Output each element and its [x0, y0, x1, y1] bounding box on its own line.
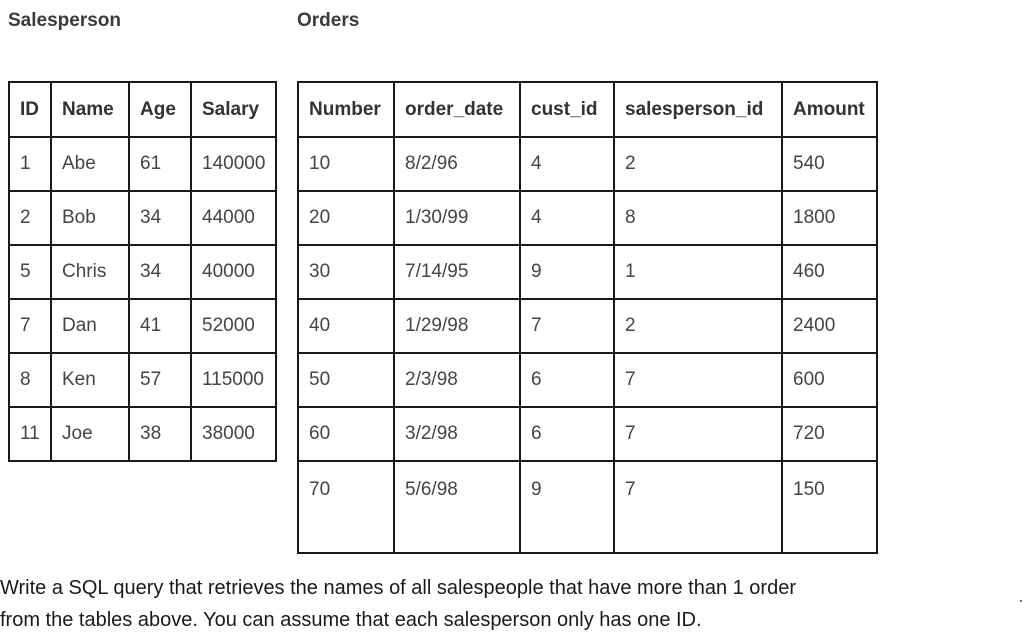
column-header-cust-id: cust_id [520, 82, 614, 137]
table-cell: 52000 [191, 299, 276, 353]
table-cell: 1800 [782, 191, 877, 245]
table-cell: Dan [51, 299, 129, 353]
table-cell: 40 [298, 299, 394, 353]
column-header-salesperson-id: salesperson_id [614, 82, 782, 137]
table-cell: 540 [782, 137, 877, 191]
column-header-salary: Salary [191, 82, 276, 137]
table-cell: 6 [520, 353, 614, 407]
table-cell: 7 [614, 407, 782, 461]
table-cell: 6 [520, 407, 614, 461]
table-cell: 60 [298, 407, 394, 461]
table-cell: 600 [782, 353, 877, 407]
table-cell: 38 [129, 407, 191, 461]
table-cell: 61 [129, 137, 191, 191]
table-cell: 11 [9, 407, 51, 461]
table-cell: 4 [520, 191, 614, 245]
column-header-age: Age [129, 82, 191, 137]
table-row [9, 353, 276, 407]
table-cell: 4 [520, 137, 614, 191]
table-cell: 8 [9, 353, 51, 407]
table-row [298, 299, 877, 353]
edge-mark [1020, 600, 1022, 602]
table-cell: 150 [782, 461, 877, 553]
table-cell: 10 [298, 137, 394, 191]
table-cell: 5 [9, 245, 51, 299]
table-cell: 20 [298, 191, 394, 245]
table-cell: 5/6/98 [394, 461, 520, 553]
table-cell: 38000 [191, 407, 276, 461]
table-cell: 140000 [191, 137, 276, 191]
question-line-2: from the tables above. You can assume that each salesperson only has one ID. [0, 609, 702, 631]
table-cell: 720 [782, 407, 877, 461]
table-cell: 115000 [191, 353, 276, 407]
column-header-amount: Amount [782, 82, 877, 137]
table-cell: 8 [614, 191, 782, 245]
table-cell: 1 [614, 245, 782, 299]
table-row [298, 137, 877, 191]
table-cell: 1 [9, 137, 51, 191]
question-text [0, 572, 1000, 636]
table-row [298, 245, 877, 299]
table-row [9, 191, 276, 245]
table-cell: 3/2/98 [394, 407, 520, 461]
table-cell: 34 [129, 245, 191, 299]
table-cell: Ken [51, 353, 129, 407]
table-row [298, 353, 877, 407]
table-cell: 2 [614, 137, 782, 191]
table-cell: 460 [782, 245, 877, 299]
table-cell: 7 [614, 353, 782, 407]
table-cell: Chris [51, 245, 129, 299]
table-cell: 40000 [191, 245, 276, 299]
salesperson-table-title: Salesperson [8, 10, 121, 31]
table-cell: 9 [520, 245, 614, 299]
table-cell: 44000 [191, 191, 276, 245]
column-header-name: Name [51, 82, 129, 137]
table-cell: Bob [51, 191, 129, 245]
column-header-number: Number [298, 82, 394, 137]
table-cell: 1/30/99 [394, 191, 520, 245]
table-cell: 7/14/95 [394, 245, 520, 299]
table-cell: 70 [298, 461, 394, 553]
table-cell: Joe [51, 407, 129, 461]
table-cell: 8/2/96 [394, 137, 520, 191]
table-row [9, 407, 276, 461]
table-row [9, 299, 276, 353]
table-cell: 30 [298, 245, 394, 299]
header-row [9, 82, 276, 137]
orders-table-title: Orders [297, 10, 360, 31]
table-cell: 1/29/98 [394, 299, 520, 353]
column-header-id: ID [9, 82, 51, 137]
header-row [298, 82, 877, 137]
table-row [9, 137, 276, 191]
table-cell: 41 [129, 299, 191, 353]
table-row [298, 461, 877, 553]
table-cell: 7 [520, 299, 614, 353]
table-cell: Abe [51, 137, 129, 191]
table-cell: 2 [614, 299, 782, 353]
table-cell: 7 [9, 299, 51, 353]
table-cell: 57 [129, 353, 191, 407]
column-header-order-date: order_date [394, 82, 520, 137]
orders-table [297, 81, 878, 554]
table-row [9, 245, 276, 299]
table-cell: 7 [614, 461, 782, 553]
salesperson-table [8, 81, 277, 462]
table-row [298, 191, 877, 245]
table-cell: 2 [9, 191, 51, 245]
table-cell: 2/3/98 [394, 353, 520, 407]
table-row [298, 407, 877, 461]
question-line-1: Write a SQL query that retrieves the names of all salespeople that have more than 1 order [0, 577, 796, 599]
table-cell: 34 [129, 191, 191, 245]
table-cell: 9 [520, 461, 614, 553]
table-cell: 2400 [782, 299, 877, 353]
table-cell: 50 [298, 353, 394, 407]
